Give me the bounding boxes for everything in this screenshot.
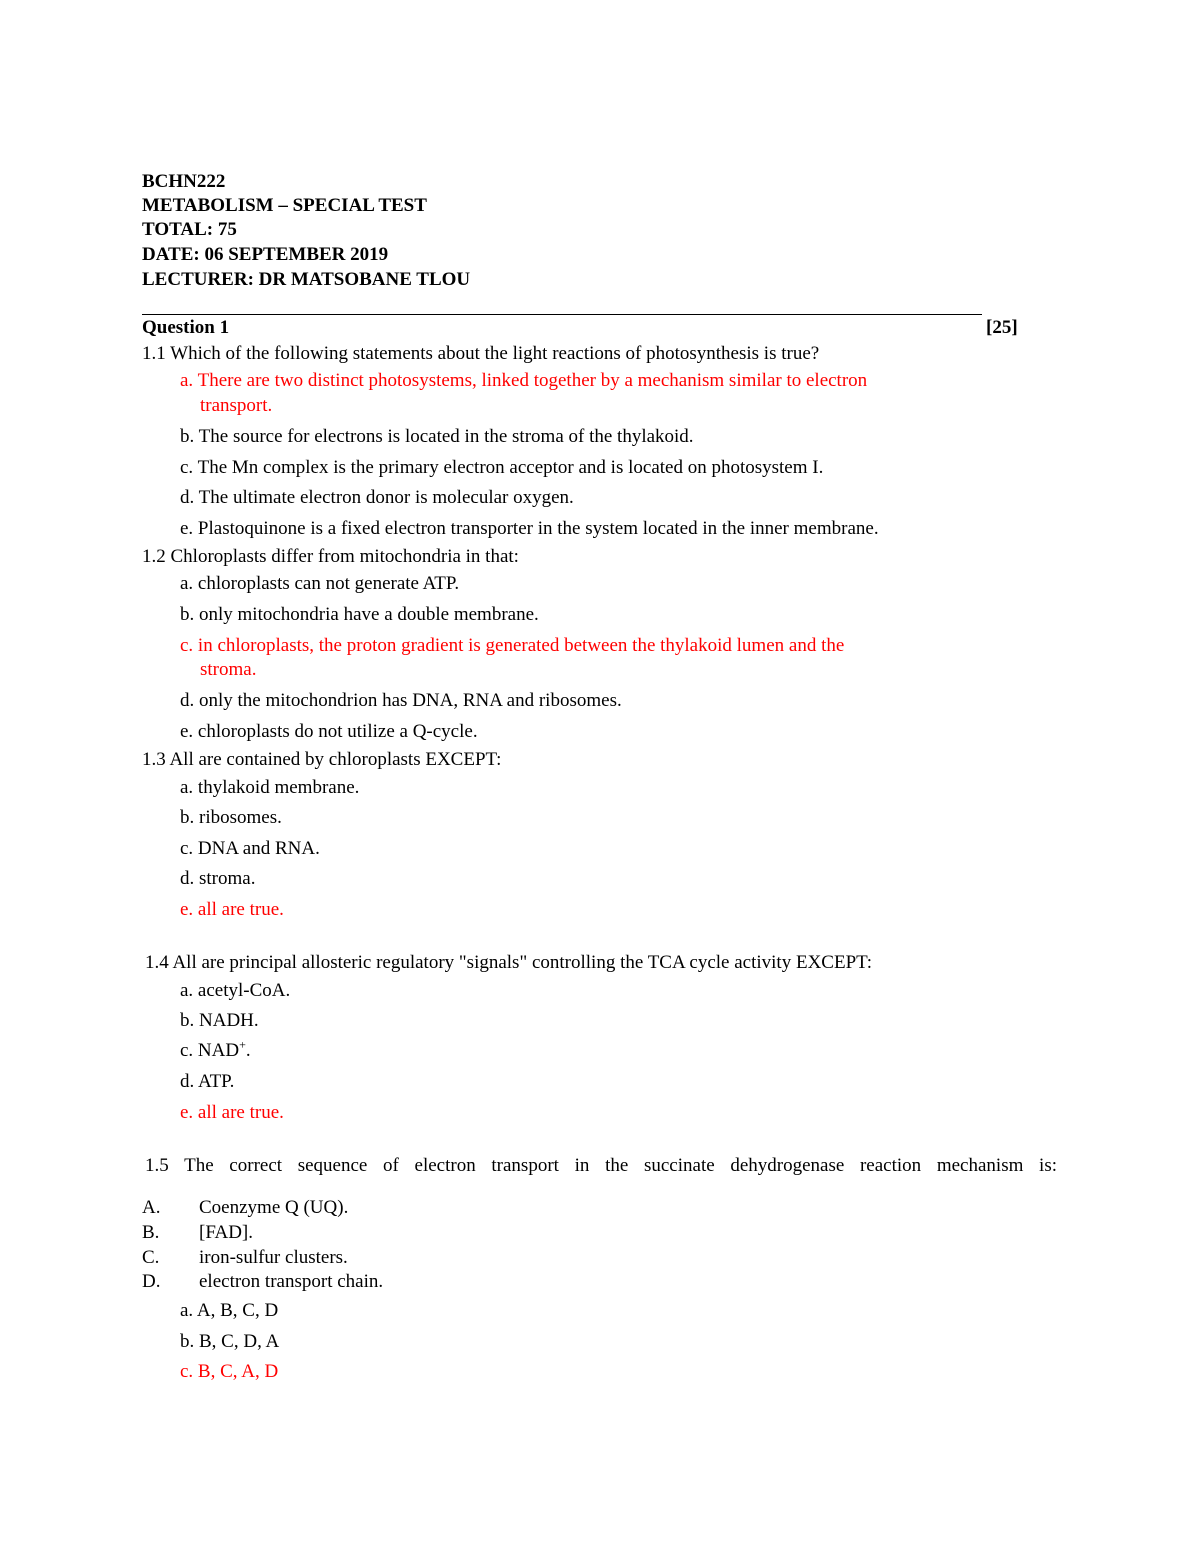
question-1-3-option-a: a. thylakoid membrane.: [180, 777, 360, 798]
sequence-item-letter: A.: [142, 1197, 161, 1218]
sequence-item-text: iron-sulfur clusters.: [199, 1247, 348, 1268]
test-total: TOTAL: 75: [142, 219, 237, 240]
question-1-4-option-d: d. ATP.: [180, 1071, 235, 1092]
question-1-5-option-a: a. A, B, C, D: [180, 1300, 279, 1321]
question-1-3-option-e: e. all are true.: [180, 899, 284, 920]
question-1-4-option-c: [180, 1039, 251, 1063]
question-1-2-stem: 1.2 Chloroplasts differ from mitochondria in that:: [142, 546, 519, 567]
question-1-5-option-b: b. B, C, D, A: [180, 1331, 280, 1352]
sequence-item-letter: B.: [142, 1222, 160, 1243]
question-1-title: Question 1: [142, 317, 230, 338]
test-title: METABOLISM – SPECIAL TEST: [142, 195, 427, 216]
question-1-1-option-e: e. Plastoquinone is a fixed electron transporter in the system located in the inner membrane.: [180, 518, 879, 539]
question-1-4-stem: 1.4 All are principal allosteric regulatory "signals" controlling the TCA cycle activity EXCEPT:: [145, 952, 873, 973]
header-divider: [142, 314, 982, 315]
question-1-2-option-c-cont: stroma.: [200, 659, 257, 680]
question-1-2-option-a: a. chloroplasts can not generate ATP.: [180, 573, 460, 594]
question-1-1-option-a: a. There are two distinct photosystems, linked together by a mechanism similar to electron: [180, 370, 868, 391]
question-1-4-option-b: b. NADH.: [180, 1010, 259, 1031]
question-1-4-option-e: e. all are true.: [180, 1102, 284, 1123]
question-1-1-option-d: d. The ultimate electron donor is molecular oxygen.: [180, 487, 574, 508]
option-c-period: .: [245, 1040, 251, 1061]
sequence-item-text: electron transport chain.: [199, 1271, 384, 1292]
question-1-1-option-c: c. The Mn complex is the primary electron acceptor and is located on photosystem I.: [180, 457, 824, 478]
question-1-5-stem: 1.5 The correct sequence of electron transport in the succinate dehydrogenase reaction mechanism is:: [145, 1155, 1057, 1176]
question-1-3-option-d: d. stroma.: [180, 868, 256, 889]
question-1-3-option-b: b. ribosomes.: [180, 807, 282, 828]
question-1-marks: [25]: [986, 317, 1018, 338]
question-1-1-stem: 1.1 Which of the following statements about the light reactions of photosynthesis is true?: [142, 343, 820, 364]
test-date: DATE: 06 SEPTEMBER 2019: [142, 244, 389, 265]
question-1-1-option-a-cont: transport.: [200, 395, 273, 416]
course-code: BCHN222: [142, 171, 226, 192]
lecturer: LECTURER: DR MATSOBANE TLOU: [142, 269, 471, 290]
superscript-plus: +: [239, 1037, 246, 1052]
sequence-item-letter: D.: [142, 1271, 161, 1292]
question-1-3-option-c: c. DNA and RNA.: [180, 838, 320, 859]
sequence-item-text: [FAD].: [199, 1222, 254, 1243]
question-1-2-option-b: b. only mitochondria have a double membrane.: [180, 604, 539, 625]
sequence-item-text: Coenzyme Q (UQ).: [199, 1197, 349, 1218]
question-1-2-option-c: c. in chloroplasts, the proton gradient is generated between the thylakoid lumen and the: [180, 635, 845, 656]
question-1-2-option-d: d. only the mitochondrion has DNA, RNA and ribosomes.: [180, 690, 622, 711]
question-1-2-option-e: e. chloroplasts do not utilize a Q-cycle.: [180, 721, 478, 742]
option-c-text: c. NAD: [180, 1040, 240, 1061]
question-1-4-option-a: a. acetyl-CoA.: [180, 980, 291, 1001]
question-1-3-stem: 1.3 All are contained by chloroplasts EXCEPT:: [142, 749, 502, 770]
sequence-item-letter: C.: [142, 1247, 160, 1268]
question-1-5-option-c: c. B, C, A, D: [180, 1361, 279, 1382]
question-1-1-option-b: b. The source for electrons is located in the stroma of the thylakoid.: [180, 426, 694, 447]
